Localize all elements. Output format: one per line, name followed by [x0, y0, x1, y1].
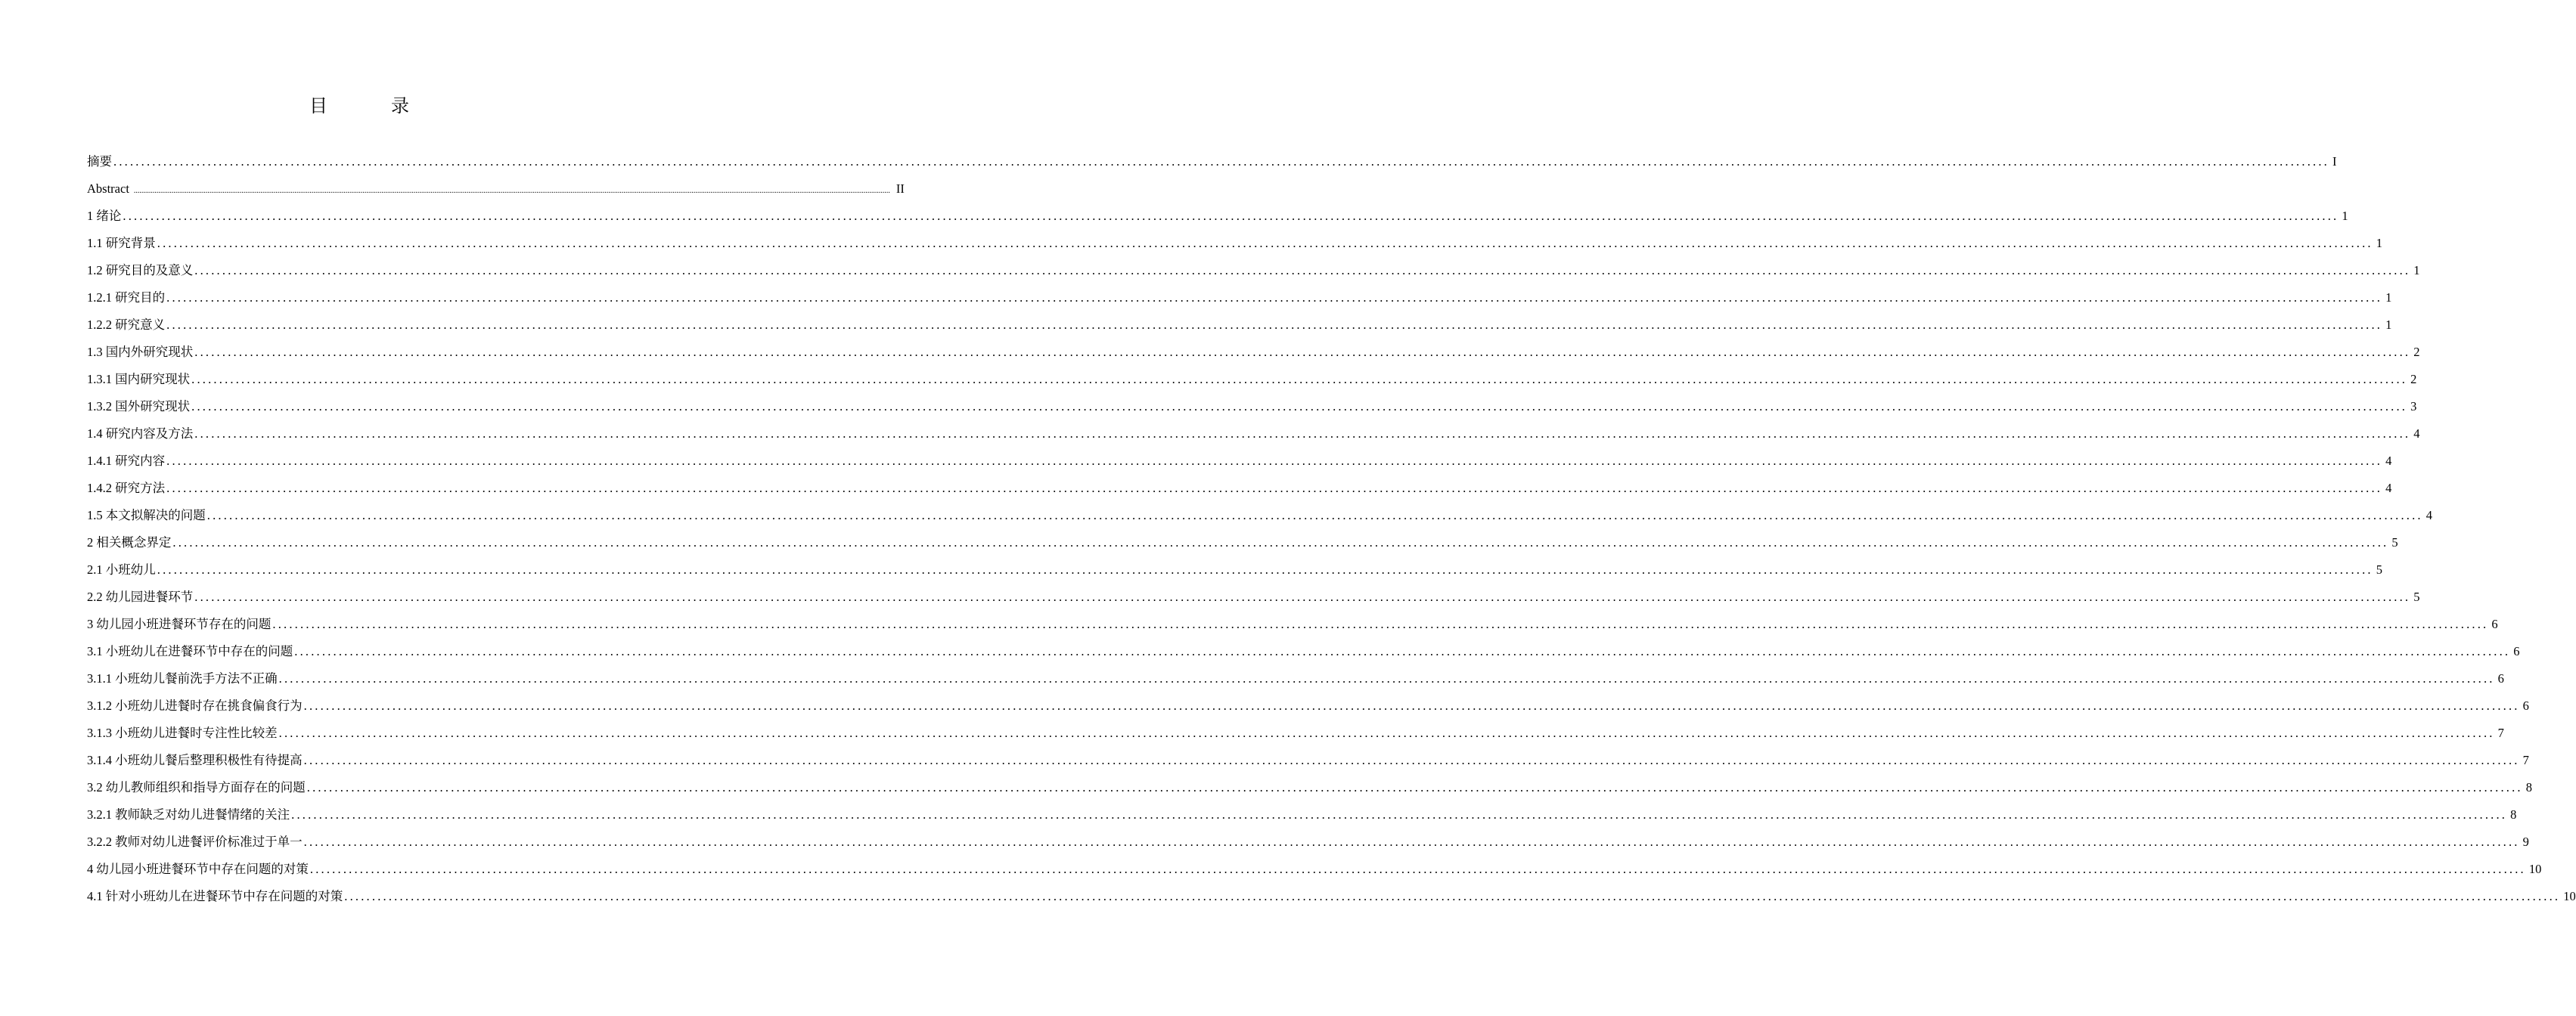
toc-entry[interactable]	[87, 667, 2504, 694]
toc-leader-dots: ................................................................................................................................................................................................................................................................................................................................................................................................................	[113, 154, 2329, 169]
toc-entry[interactable]	[87, 776, 2532, 803]
toc-entry-label: 4.1 针对小班幼儿在进餐环节中存在问题的对策	[87, 889, 343, 903]
toc-entry[interactable]	[87, 259, 2420, 286]
toc-entry-label: 1.3.2 国外研究现状	[87, 399, 191, 414]
toc-entry[interactable]	[87, 150, 2337, 177]
toc-entry-label: 3.1.3 小班幼儿进餐时专注性比较差	[87, 726, 278, 740]
toc-entry-page: 1	[2376, 236, 2382, 250]
toc-entry-page: 7	[2522, 753, 2529, 767]
table-of-contents	[87, 150, 2576, 912]
toc-entry-label: 摘要	[87, 154, 112, 169]
toc-leader-dots: ................................................................................................................................................................................................................................................................................................................................................................................................................	[294, 644, 2511, 658]
toc-entry-page: 6	[2497, 671, 2504, 686]
toc-entry-label: 4 幼儿园小班进餐环节中存在问题的对策	[87, 862, 309, 876]
toc-entry-page: 1	[2413, 263, 2420, 277]
toc-leader-dots: ................................................................................................................................................................................................................................................................................................................................................................................................................	[303, 835, 2520, 849]
toc-entry[interactable]	[87, 367, 2417, 395]
toc-entry[interactable]	[87, 231, 2382, 259]
toc-entry-page: I	[2332, 154, 2337, 169]
toc-entry[interactable]	[87, 612, 2498, 640]
toc-entry-label: 1.3.1 国内研究现状	[87, 372, 191, 386]
toc-leader-dots: ................................................................................................................................................................................................................................................................................................................................................................................................................	[278, 726, 2495, 740]
toc-entry-page: 6	[2513, 644, 2520, 658]
toc-title: 目 录	[309, 95, 432, 116]
toc-entry-label: 1.2 研究目的及意义	[87, 263, 194, 277]
toc-entry-page: II	[895, 181, 905, 196]
toc-entry[interactable]	[87, 721, 2504, 748]
toc-entry-page: 4	[2425, 508, 2432, 522]
toc-entry[interactable]	[87, 204, 2348, 231]
toc-leader-dots: ................................................................................................................................................................................................................................................................................................................................................................................................................	[133, 187, 890, 195]
toc-entry-label: 3 幼儿园小班进餐环节存在的问题	[87, 617, 272, 631]
toc-leader-dots: ................................................................................................................................................................................................................................................................................................................................................................................................................	[172, 535, 2389, 550]
toc-entry-page: 1	[2342, 209, 2348, 223]
toc-entry-page: 7	[2497, 726, 2504, 740]
toc-entry[interactable]	[87, 531, 2398, 558]
toc-entry[interactable]	[87, 476, 2392, 503]
toc-entry[interactable]	[87, 449, 2392, 476]
toc-entry-page: 5	[2413, 590, 2420, 604]
toc-entry[interactable]	[87, 503, 2432, 531]
toc-entry-page: 10	[2528, 862, 2542, 876]
toc-entry-label: 1.4.2 研究方法	[87, 481, 166, 495]
toc-entry[interactable]	[87, 884, 2576, 912]
toc-entry-label: 1.3 国内外研究现状	[87, 345, 194, 359]
toc-leader-dots: ................................................................................................................................................................................................................................................................................................................................................................................................................	[191, 372, 2408, 386]
toc-entry-label: 1.4.1 研究内容	[87, 454, 166, 468]
toc-entry-label: 3.2.2 教师对幼儿进餐评价标准过于单一	[87, 835, 303, 849]
toc-entry[interactable]	[87, 748, 2529, 776]
toc-entry-label: 2.1 小班幼儿	[87, 562, 156, 577]
toc-entry[interactable]	[87, 803, 2517, 830]
toc-leader-dots: ................................................................................................................................................................................................................................................................................................................................................................................................................	[309, 862, 2526, 876]
toc-entry-page: 4	[2385, 481, 2392, 495]
toc-leader-dots: ................................................................................................................................................................................................................................................................................................................................................................................................................	[166, 454, 2383, 468]
toc-entry-page: 8	[2510, 807, 2517, 822]
toc-entry[interactable]	[87, 395, 2417, 422]
toc-leader-dots: ................................................................................................................................................................................................................................................................................................................................................................................................................	[344, 889, 2561, 903]
toc-entry-page: 6	[2491, 617, 2498, 631]
toc-entry-page: 9	[2522, 835, 2529, 849]
toc-entry-label: 1.2.2 研究意义	[87, 318, 166, 332]
toc-leader-dots: ................................................................................................................................................................................................................................................................................................................................................................................................................	[123, 209, 2339, 223]
toc-entry-page: 6	[2522, 698, 2529, 713]
toc-entry-label: 3.1.2 小班幼儿进餐时存在挑食偏食行为	[87, 698, 303, 713]
toc-entry[interactable]	[87, 286, 2392, 313]
toc-entry[interactable]	[87, 313, 2392, 340]
toc-entry[interactable]	[87, 830, 2529, 857]
toc-leader-dots: ................................................................................................................................................................................................................................................................................................................................................................................................................	[166, 481, 2383, 495]
toc-entry-label: 3.1 小班幼儿在进餐环节中存在的问题	[87, 644, 293, 658]
toc-leader-dots: ................................................................................................................................................................................................................................................................................................................................................................................................................	[278, 671, 2495, 686]
toc-entry[interactable]	[87, 640, 2520, 667]
toc-entry[interactable]	[87, 422, 2420, 449]
toc-entry-page: 1	[2385, 318, 2392, 332]
toc-leader-dots: ................................................................................................................................................................................................................................................................................................................................................................................................................	[166, 290, 2383, 305]
toc-entry[interactable]	[87, 177, 905, 204]
toc-entry-label: 3.2.1 教师缺乏对幼儿进餐情绪的关注	[87, 807, 290, 822]
toc-entry-label: 2.2 幼儿园进餐环节	[87, 590, 194, 604]
toc-entry[interactable]	[87, 340, 2420, 367]
toc-entry[interactable]	[87, 694, 2529, 721]
toc-leader-dots: ................................................................................................................................................................................................................................................................................................................................................................................................................	[194, 590, 2411, 604]
toc-entry-page: 4	[2413, 426, 2420, 441]
toc-entry-label: 2 相关概念界定	[87, 535, 172, 550]
toc-leader-dots: ................................................................................................................................................................................................................................................................................................................................................................................................................	[194, 263, 2411, 277]
toc-entry-label: 1.5 本文拟解决的问题	[87, 508, 206, 522]
toc-leader-dots: ................................................................................................................................................................................................................................................................................................................................................................................................................	[206, 508, 2423, 522]
toc-entry-page: 2	[2410, 372, 2417, 386]
toc-leader-dots: ................................................................................................................................................................................................................................................................................................................................................................................................................	[194, 426, 2411, 441]
toc-entry-page: 10	[2563, 889, 2576, 903]
toc-entry[interactable]	[87, 558, 2382, 585]
toc-leader-dots: ................................................................................................................................................................................................................................................................................................................................................................................................................	[191, 399, 2408, 414]
toc-leader-dots: ................................................................................................................................................................................................................................................................................................................................................................................................................	[306, 780, 2523, 795]
toc-entry-label: Abstract	[87, 181, 129, 196]
toc-leader-dots: ................................................................................................................................................................................................................................................................................................................................................................................................................	[272, 617, 2489, 631]
toc-entry-label: 1.4 研究内容及方法	[87, 426, 194, 441]
toc-entry-page: 4	[2385, 454, 2392, 468]
toc-entry-page: 3	[2410, 399, 2417, 414]
toc-leader-dots: ................................................................................................................................................................................................................................................................................................................................................................................................................	[166, 318, 2383, 332]
toc-entry-page: 5	[2391, 535, 2398, 550]
toc-entry[interactable]	[87, 585, 2420, 612]
toc-entry-label: 1.2.1 研究目的	[87, 290, 166, 305]
toc-leader-dots: ................................................................................................................................................................................................................................................................................................................................................................................................................	[291, 807, 2508, 822]
toc-entry[interactable]	[87, 857, 2542, 884]
toc-leader-dots: ................................................................................................................................................................................................................................................................................................................................................................................................................	[303, 753, 2520, 767]
toc-entry-label: 3.2 幼儿教师组织和指导方面存在的问题	[87, 780, 306, 795]
toc-leader-dots: ................................................................................................................................................................................................................................................................................................................................................................................................................	[194, 345, 2411, 359]
toc-leader-dots: ................................................................................................................................................................................................................................................................................................................................................................................................................	[303, 698, 2520, 713]
toc-entry-label: 1.1 研究背景	[87, 236, 156, 250]
toc-entry-label: 3.1.1 小班幼儿餐前洗手方法不正确	[87, 671, 278, 686]
toc-entry-page: 2	[2413, 345, 2420, 359]
toc-entry-label: 1 绪论	[87, 209, 122, 223]
toc-leader-dots: ................................................................................................................................................................................................................................................................................................................................................................................................................	[157, 236, 2373, 250]
toc-entry-page: 1	[2385, 290, 2392, 305]
toc-entry-page: 8	[2525, 780, 2532, 795]
toc-entry-page: 5	[2376, 562, 2382, 577]
toc-leader-dots: ................................................................................................................................................................................................................................................................................................................................................................................................................	[157, 562, 2373, 577]
toc-entry-label: 3.1.4 小班幼儿餐后整理积极性有待提高	[87, 753, 303, 767]
